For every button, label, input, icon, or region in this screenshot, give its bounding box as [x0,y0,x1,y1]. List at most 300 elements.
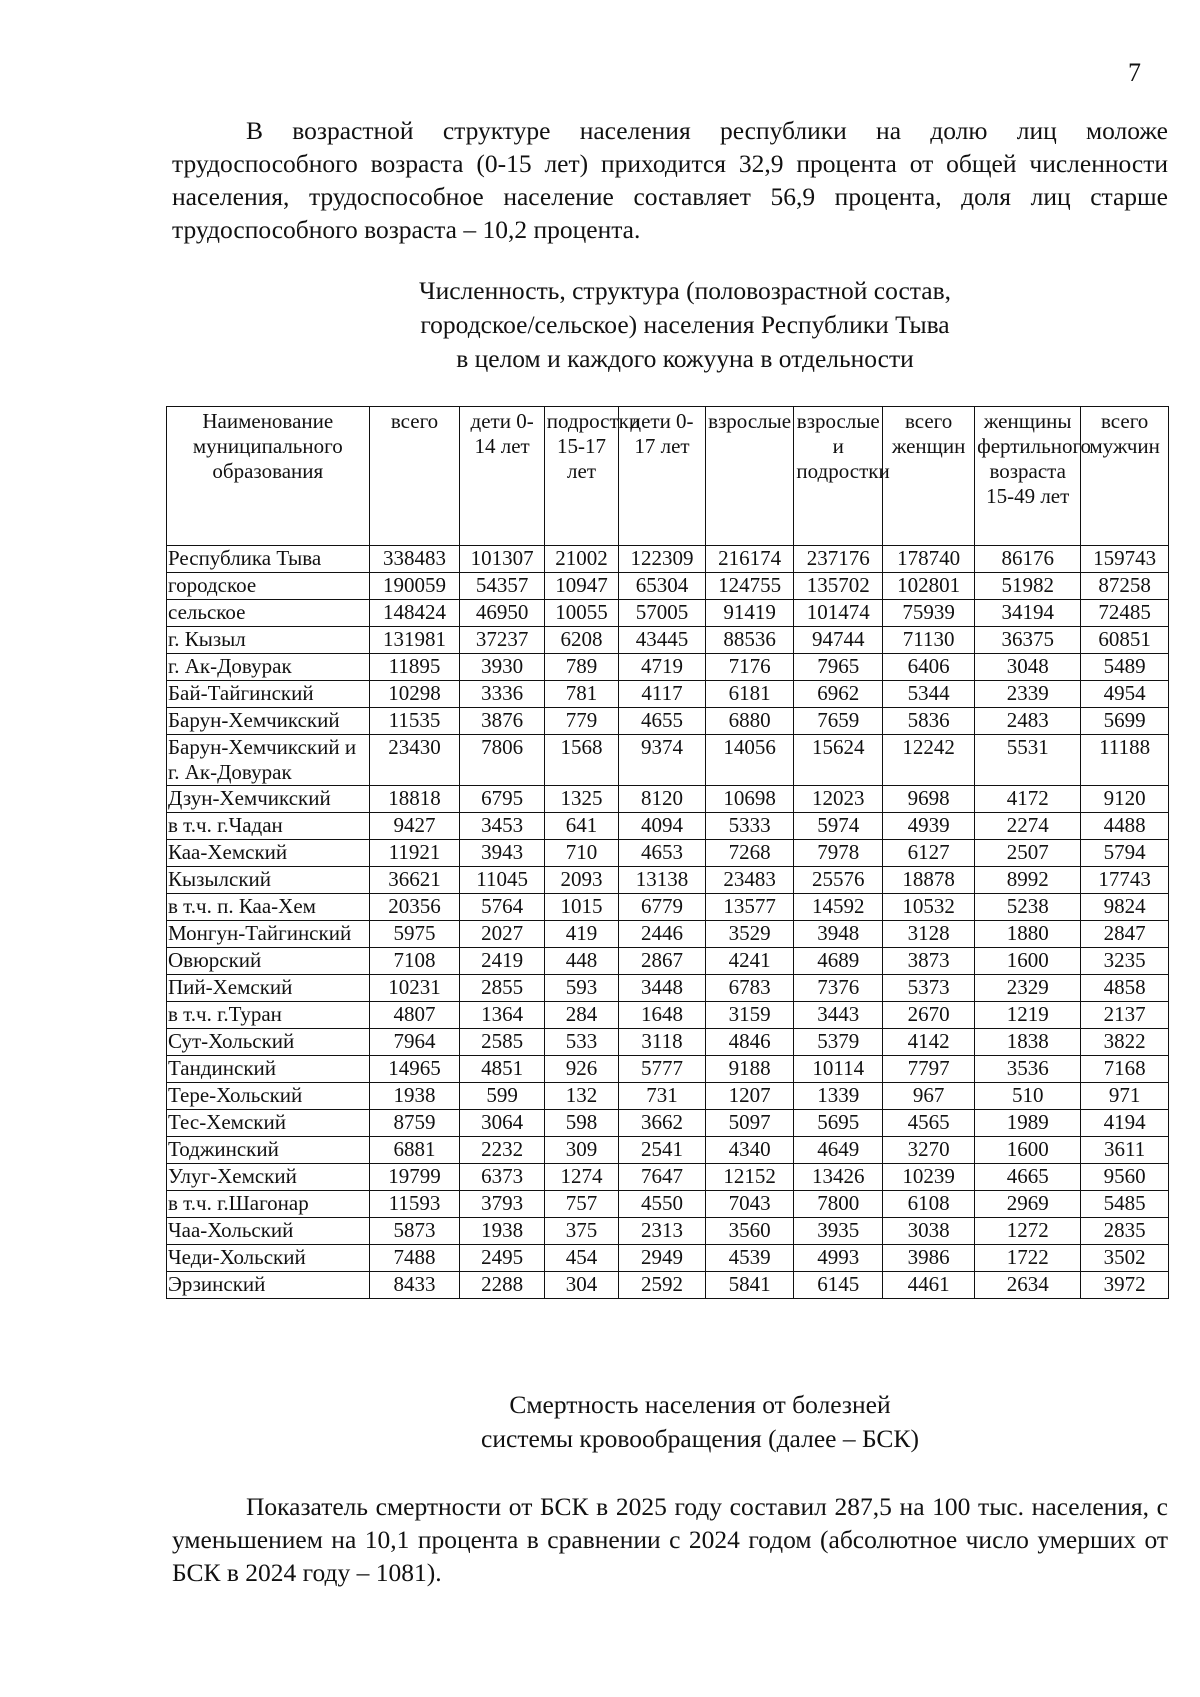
cell-total-women: 3873 [883,948,975,975]
table-row [167,654,1169,681]
table-row [167,1056,1169,1083]
cell-total: 6881 [369,1137,460,1164]
cell-children-0-14: 11045 [460,867,544,894]
cell-total-men: 3822 [1081,1029,1169,1056]
header-children-0-17: дети 0-17 лет [619,407,706,546]
cell-total: 338483 [369,546,460,573]
cell-adults: 10698 [705,786,794,813]
cell-total: 7964 [369,1029,460,1056]
cell-fertile-women: 4665 [975,1164,1081,1191]
header-adults: взрослые [705,407,794,546]
cell-adults: 5841 [705,1272,794,1299]
cell-adults: 3529 [705,921,794,948]
cell-name: Тес-Хемский [167,1110,370,1137]
cell-total: 7108 [369,948,460,975]
cell-fertile-women: 1600 [975,948,1081,975]
cell-total-men: 159743 [1081,546,1169,573]
cell-name: Дзун-Хемчикский [167,786,370,813]
cell-name: Тандинский [167,1056,370,1083]
cell-total-women: 4461 [883,1272,975,1299]
cell-teens-15-17: 710 [544,840,618,867]
cell-children-0-14: 3064 [460,1110,544,1137]
cell-adults-and-teens: 14592 [794,894,883,921]
cell-adults: 13577 [705,894,794,921]
cell-teens-15-17: 6208 [544,627,618,654]
cell-fertile-women: 4172 [975,786,1081,813]
cell-teens-15-17: 419 [544,921,618,948]
cell-total: 5975 [369,921,460,948]
cell-total: 4807 [369,1002,460,1029]
cell-children-0-17: 2592 [619,1272,706,1299]
cell-adults: 3560 [705,1218,794,1245]
cell-adults: 88536 [705,627,794,654]
cell-total-women: 10239 [883,1164,975,1191]
cell-children-0-14: 3336 [460,681,544,708]
cell-total-men: 5699 [1081,708,1169,735]
cell-total-men: 3235 [1081,948,1169,975]
cell-children-0-14: 7806 [460,735,544,786]
cell-name: в т.ч. г.Туран [167,1002,370,1029]
cell-teens-15-17: 284 [544,1002,618,1029]
cell-teens-15-17: 10055 [544,600,618,627]
header-teens-15-17: подростки 15-17 лет [544,407,618,546]
cell-children-0-17: 4719 [619,654,706,681]
cell-children-0-17: 731 [619,1083,706,1110]
cell-total-men: 4194 [1081,1110,1169,1137]
table-row [167,546,1169,573]
cell-teens-15-17: 926 [544,1056,618,1083]
cell-children-0-14: 1364 [460,1002,544,1029]
header-total-women: всего женщин [883,407,975,546]
cell-children-0-14: 599 [460,1083,544,1110]
cell-fertile-women: 1838 [975,1029,1081,1056]
cell-total-women: 3038 [883,1218,975,1245]
table-heading-line-3: в целом и каждого кожууна в отдельности [456,344,914,373]
cell-total: 8433 [369,1272,460,1299]
cell-name: Эрзинский [167,1272,370,1299]
cell-total-men: 5485 [1081,1191,1169,1218]
cell-children-0-17: 3662 [619,1110,706,1137]
table-row [167,1029,1169,1056]
cell-children-0-17: 5777 [619,1056,706,1083]
cell-children-0-14: 2288 [460,1272,544,1299]
cell-children-0-17: 4550 [619,1191,706,1218]
cell-adults-and-teens: 7659 [794,708,883,735]
cell-fertile-women: 2483 [975,708,1081,735]
table-row [167,975,1169,1002]
table-row [167,681,1169,708]
page-number: 7 [1128,58,1141,87]
cell-children-0-14: 3930 [460,654,544,681]
cell-fertile-women: 2339 [975,681,1081,708]
cell-adults-and-teens: 3935 [794,1218,883,1245]
cell-total-men: 4954 [1081,681,1169,708]
cell-children-0-17: 4653 [619,840,706,867]
cell-adults-and-teens: 4993 [794,1245,883,1272]
table-row [167,1245,1169,1272]
cell-name: Овюрский [167,948,370,975]
table-body [167,546,1169,1299]
section-heading [200,1388,1200,1456]
cell-adults-and-teens: 5974 [794,813,883,840]
cell-teens-15-17: 454 [544,1245,618,1272]
table-row [167,1272,1169,1299]
cell-total-women: 102801 [883,573,975,600]
cell-adults: 23483 [705,867,794,894]
cell-total: 10231 [369,975,460,1002]
intro-paragraph: В возрастной структуре населения республики на долю лиц моложе трудоспособного возраста (0-15 лет) приходится 32,9 процента от общей численности населения, трудоспособное население составляет 56,9 процента, доля лиц старше трудоспособного возраста – 10,2 процента. [172,116,1168,244]
cell-name: Монгун-Тайгинский [167,921,370,948]
cell-adults: 4539 [705,1245,794,1272]
table-row [167,948,1169,975]
cell-children-0-14: 6373 [460,1164,544,1191]
table-row [167,1083,1169,1110]
cell-adults-and-teens: 7800 [794,1191,883,1218]
cell-children-0-14: 2585 [460,1029,544,1056]
header-fertile-women: женщины фертильного возраста 15-49 лет [975,407,1081,546]
cell-children-0-14: 2495 [460,1245,544,1272]
cell-children-0-17: 65304 [619,573,706,600]
cell-children-0-17: 2313 [619,1218,706,1245]
cell-children-0-17: 43445 [619,627,706,654]
cell-children-0-14: 2027 [460,921,544,948]
table-header-row [167,407,1169,546]
cell-total-women: 178740 [883,546,975,573]
cell-total-men: 2835 [1081,1218,1169,1245]
cell-children-0-14: 3876 [460,708,544,735]
table-row [167,921,1169,948]
cell-adults: 12152 [705,1164,794,1191]
cell-children-0-17: 2867 [619,948,706,975]
cell-children-0-14: 46950 [460,600,544,627]
cell-name: в т.ч. г.Шагонар [167,1191,370,1218]
cell-children-0-14: 3943 [460,840,544,867]
cell-total: 19799 [369,1164,460,1191]
table-row [167,708,1169,735]
table-row [167,1002,1169,1029]
cell-adults: 4846 [705,1029,794,1056]
cell-adults-and-teens: 6145 [794,1272,883,1299]
cell-teens-15-17: 1015 [544,894,618,921]
cell-adults: 7043 [705,1191,794,1218]
cell-adults-and-teens: 7978 [794,840,883,867]
cell-adults: 5333 [705,813,794,840]
cell-adults: 4241 [705,948,794,975]
cell-total-women: 5836 [883,708,975,735]
cell-teens-15-17: 304 [544,1272,618,1299]
cell-total-women: 3270 [883,1137,975,1164]
cell-teens-15-17: 1325 [544,786,618,813]
cell-fertile-women: 2274 [975,813,1081,840]
cell-total-women: 12242 [883,735,975,786]
cell-total-men: 2847 [1081,921,1169,948]
cell-fertile-women: 36375 [975,627,1081,654]
cell-children-0-17: 2446 [619,921,706,948]
cell-adults: 9188 [705,1056,794,1083]
cell-adults-and-teens: 3443 [794,1002,883,1029]
cell-total-men: 60851 [1081,627,1169,654]
cell-adults-and-teens: 15624 [794,735,883,786]
cell-children-0-14: 3793 [460,1191,544,1218]
population-table [166,406,1169,1299]
cell-children-0-14: 2855 [460,975,544,1002]
cell-total-men: 7168 [1081,1056,1169,1083]
cell-fertile-women: 86176 [975,546,1081,573]
cell-adults-and-teens: 10114 [794,1056,883,1083]
cell-total-men: 971 [1081,1083,1169,1110]
header-name: Наименование муниципального образования [167,407,370,546]
cell-teens-15-17: 641 [544,813,618,840]
cell-fertile-women: 3536 [975,1056,1081,1083]
cell-total: 11895 [369,654,460,681]
cell-name: Тоджинский [167,1137,370,1164]
cell-total-men: 2137 [1081,1002,1169,1029]
cell-adults-and-teens: 7376 [794,975,883,1002]
table-row [167,573,1169,600]
cell-total-men: 3611 [1081,1137,1169,1164]
cell-adults-and-teens: 5379 [794,1029,883,1056]
cell-name: Пий-Хемский [167,975,370,1002]
table-row [167,1218,1169,1245]
cell-adults-and-teens: 13426 [794,1164,883,1191]
cell-total-men: 11188 [1081,735,1169,786]
cell-fertile-women: 5531 [975,735,1081,786]
section-heading-line-2: системы кровообращения (далее – БСК) [481,1424,919,1453]
cell-name: Чаа-Хольский [167,1218,370,1245]
cell-total-women: 7797 [883,1056,975,1083]
cell-name: Республика Тыва [167,546,370,573]
cell-name: Кызылский [167,867,370,894]
cell-name: Сут-Хольский [167,1029,370,1056]
cell-fertile-women: 1989 [975,1110,1081,1137]
cell-adults: 4340 [705,1137,794,1164]
cell-total-men: 87258 [1081,573,1169,600]
closing-paragraph: Показатель смертности от БСК в 2025 году составил 287,5 на 100 тыс. населения, с уменьшением на 10,1 процента в сравнении с 2024 годом (абсолютное число умерших от БСК в 2024 году – 1081). [172,1492,1168,1587]
cell-adults: 6181 [705,681,794,708]
cell-name: в т.ч. г.Чадан [167,813,370,840]
cell-total-men: 72485 [1081,600,1169,627]
cell-children-0-14: 2232 [460,1137,544,1164]
cell-total: 11593 [369,1191,460,1218]
table-row [167,627,1169,654]
cell-total-women: 4939 [883,813,975,840]
cell-name: Улуг-Хемский [167,1164,370,1191]
cell-children-0-17: 4655 [619,708,706,735]
cell-fertile-women: 1272 [975,1218,1081,1245]
cell-adults-and-teens: 135702 [794,573,883,600]
cell-name: городское [167,573,370,600]
cell-total-men: 5489 [1081,654,1169,681]
cell-total-women: 4565 [883,1110,975,1137]
cell-fertile-women: 1722 [975,1245,1081,1272]
cell-total-men: 4858 [1081,975,1169,1002]
cell-total: 190059 [369,573,460,600]
cell-teens-15-17: 375 [544,1218,618,1245]
cell-children-0-17: 4117 [619,681,706,708]
cell-adults: 7268 [705,840,794,867]
cell-total-women: 71130 [883,627,975,654]
cell-adults-and-teens: 101474 [794,600,883,627]
cell-name: г. Кызыл [167,627,370,654]
cell-adults: 14056 [705,735,794,786]
cell-total: 8759 [369,1110,460,1137]
cell-total: 9427 [369,813,460,840]
cell-adults-and-teens: 5695 [794,1110,883,1137]
cell-teens-15-17: 1274 [544,1164,618,1191]
cell-teens-15-17: 789 [544,654,618,681]
header-total: всего [369,407,460,546]
cell-total: 20356 [369,894,460,921]
cell-total: 18818 [369,786,460,813]
cell-total: 36621 [369,867,460,894]
table-row [167,1137,1169,1164]
cell-children-0-17: 2949 [619,1245,706,1272]
cell-total-men: 3972 [1081,1272,1169,1299]
cell-total-women: 5344 [883,681,975,708]
cell-teens-15-17: 593 [544,975,618,1002]
cell-teens-15-17: 309 [544,1137,618,1164]
cell-fertile-women: 1880 [975,921,1081,948]
table-heading-line-1: Численность, структура (половозрастной состав, [419,276,951,305]
cell-total: 5873 [369,1218,460,1245]
cell-children-0-14: 2419 [460,948,544,975]
cell-adults: 3159 [705,1002,794,1029]
cell-adults: 216174 [705,546,794,573]
cell-children-0-17: 1648 [619,1002,706,1029]
cell-children-0-14: 1938 [460,1218,544,1245]
cell-total: 148424 [369,600,460,627]
cell-children-0-17: 7647 [619,1164,706,1191]
cell-teens-15-17: 757 [544,1191,618,1218]
cell-teens-15-17: 448 [544,948,618,975]
table-row [167,1164,1169,1191]
cell-total: 10298 [369,681,460,708]
cell-children-0-17: 3118 [619,1029,706,1056]
cell-children-0-17: 122309 [619,546,706,573]
cell-adults-and-teens: 237176 [794,546,883,573]
cell-fertile-women: 3048 [975,654,1081,681]
cell-children-0-17: 57005 [619,600,706,627]
cell-fertile-women: 2634 [975,1272,1081,1299]
cell-children-0-14: 6795 [460,786,544,813]
table-row [167,786,1169,813]
cell-name: Каа-Хемский [167,840,370,867]
cell-total-men: 9120 [1081,786,1169,813]
cell-children-0-14: 101307 [460,546,544,573]
cell-children-0-14: 3453 [460,813,544,840]
table-row [167,1191,1169,1218]
cell-adults-and-teens: 94744 [794,627,883,654]
cell-adults-and-teens: 4649 [794,1137,883,1164]
cell-adults: 6880 [705,708,794,735]
header-adults-and-teens: взрослые и подростки [794,407,883,546]
table-row [167,894,1169,921]
cell-name: Барун-Хемчикский и г. Ак-Довурак [167,735,370,786]
cell-children-0-17: 2541 [619,1137,706,1164]
cell-adults-and-teens: 25576 [794,867,883,894]
cell-fertile-women: 1600 [975,1137,1081,1164]
cell-total-men: 9824 [1081,894,1169,921]
cell-name: Тере-Хольский [167,1083,370,1110]
cell-total-women: 967 [883,1083,975,1110]
cell-fertile-women: 5238 [975,894,1081,921]
cell-adults-and-teens: 12023 [794,786,883,813]
cell-total: 7488 [369,1245,460,1272]
cell-children-0-17: 6779 [619,894,706,921]
table-row [167,600,1169,627]
cell-adults: 6783 [705,975,794,1002]
cell-children-0-17: 4094 [619,813,706,840]
table-row [167,867,1169,894]
cell-children-0-14: 37237 [460,627,544,654]
cell-total-men: 4488 [1081,813,1169,840]
cell-children-0-14: 54357 [460,573,544,600]
cell-total-men: 17743 [1081,867,1169,894]
section-heading-line-1: Смертность населения от болезней [509,1390,891,1419]
cell-name: Чеди-Хольский [167,1245,370,1272]
cell-fertile-women: 51982 [975,573,1081,600]
cell-total-men: 9560 [1081,1164,1169,1191]
cell-fertile-women: 2329 [975,975,1081,1002]
cell-adults: 124755 [705,573,794,600]
cell-children-0-17: 3448 [619,975,706,1002]
cell-adults-and-teens: 7965 [794,654,883,681]
cell-adults-and-teens: 1339 [794,1083,883,1110]
cell-adults-and-teens: 3948 [794,921,883,948]
cell-children-0-17: 9374 [619,735,706,786]
cell-teens-15-17: 779 [544,708,618,735]
cell-name: в т.ч. п. Каа-Хем [167,894,370,921]
table-row [167,1110,1169,1137]
cell-adults: 1207 [705,1083,794,1110]
cell-children-0-14: 5764 [460,894,544,921]
cell-children-0-17: 13138 [619,867,706,894]
cell-teens-15-17: 21002 [544,546,618,573]
cell-teens-15-17: 781 [544,681,618,708]
cell-total-men: 3502 [1081,1245,1169,1272]
cell-name: Бай-Тайгинский [167,681,370,708]
cell-total-women: 4142 [883,1029,975,1056]
table-heading-line-2: городское/сельское) населения Республики Тыва [420,310,950,339]
cell-name: Барун-Хемчикский [167,708,370,735]
cell-fertile-women: 2507 [975,840,1081,867]
cell-adults-and-teens: 4689 [794,948,883,975]
cell-teens-15-17: 598 [544,1110,618,1137]
cell-total-women: 6108 [883,1191,975,1218]
cell-total-women: 6127 [883,840,975,867]
table-row [167,735,1169,786]
cell-total-women: 10532 [883,894,975,921]
cell-total-women: 9698 [883,786,975,813]
cell-children-0-14: 4851 [460,1056,544,1083]
cell-total-women: 18878 [883,867,975,894]
header-total-men: всего мужчин [1081,407,1169,546]
cell-total: 11535 [369,708,460,735]
cell-total: 23430 [369,735,460,786]
cell-fertile-women: 510 [975,1083,1081,1110]
table-row [167,813,1169,840]
cell-fertile-women: 2969 [975,1191,1081,1218]
cell-total: 11921 [369,840,460,867]
cell-total-women: 2670 [883,1002,975,1029]
cell-total-men: 5794 [1081,840,1169,867]
cell-total: 1938 [369,1083,460,1110]
cell-total: 14965 [369,1056,460,1083]
cell-total-women: 3986 [883,1245,975,1272]
cell-adults: 7176 [705,654,794,681]
cell-teens-15-17: 10947 [544,573,618,600]
cell-teens-15-17: 533 [544,1029,618,1056]
